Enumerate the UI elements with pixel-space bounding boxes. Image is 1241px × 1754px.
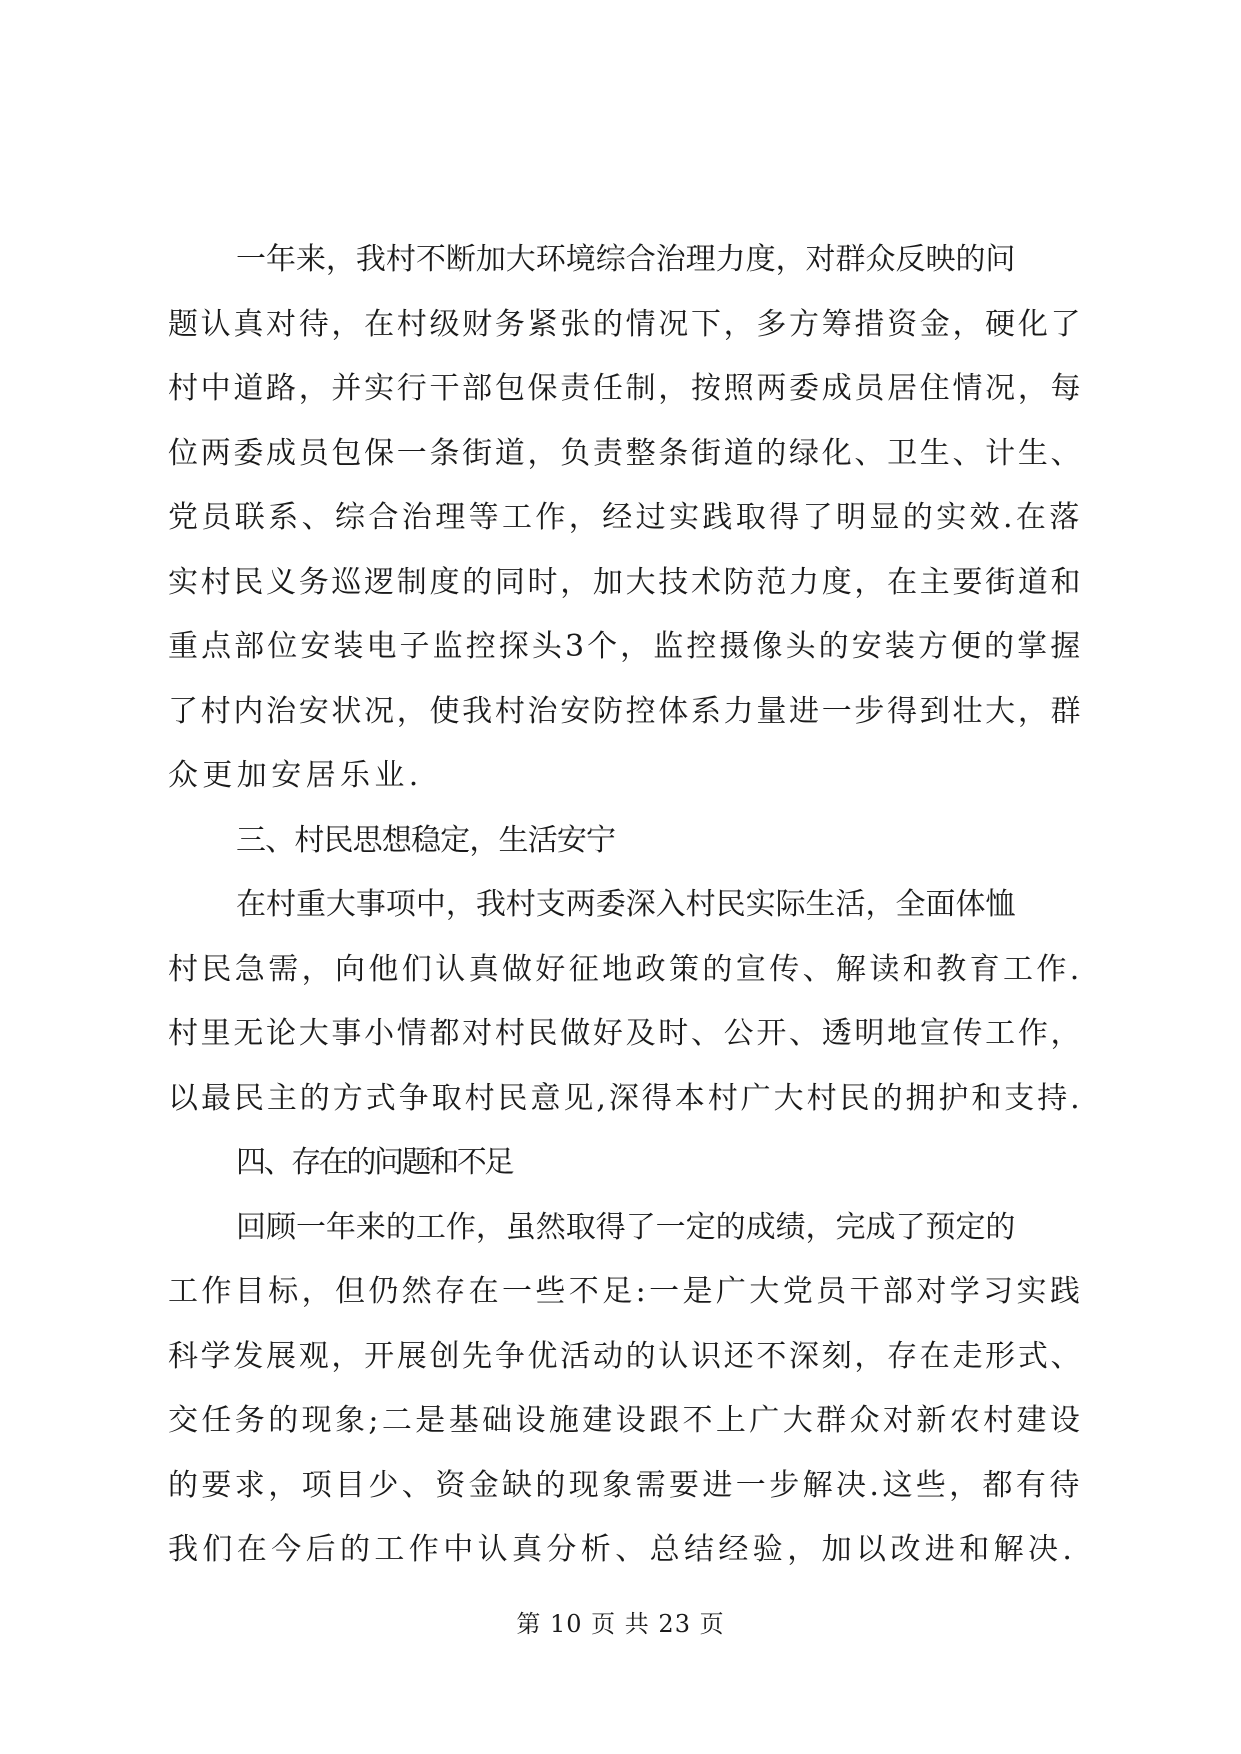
text-line: 四、存在的问题和不足 [236,1145,512,1180]
document-body [168,228,1083,1583]
text-line: 以最民主的方式争取村民意见,深得本村广大村民的拥护和支持. [168,1080,1083,1116]
text-line: 村民急需，向他们认真做好征地政策的宣传、解读和教育工作. [168,951,1083,987]
text-line: 科学发展观，开展创先争优活动的认识还不深刻，存在走形式、 [168,1338,1084,1374]
text-line: 交任务的现象;二是基础设施建设跟不上广大群众对新农村建设 [168,1403,1084,1438]
text-line: 位两委成员包保一条街道，负责整条街道的绿化、卫生、计生、 [168,435,1084,471]
text-line: 村里无论大事小情都对村民做好及时、公开、透明地宣传工作， [168,1016,1084,1051]
text-line: 三、村民思想稳定，生活安宁 [236,822,616,858]
text-line: 一年来，我村不断加大环境综合治理力度，对群众反映的问 [236,242,1016,277]
paragraph [168,1196,1083,1583]
text-line: 实村民义务巡逻制度的同时，加大技术防范力度，在主要街道和 [168,564,1084,600]
text-line: 了村内治安状况，使我村治安防控体系力量进一步得到壮大，群 [168,693,1084,729]
paragraph [168,873,1083,1131]
text-line: 工作目标，但仍然存在一些不足:一是广大党员干部对学习实践 [168,1274,1084,1309]
text-line: 回顾一年来的工作，虽然取得了一定的成绩，完成了预定的 [236,1209,1016,1245]
text-line: 村中道路，并实行干部包保责任制，按照两委成员居住情况，每 [168,371,1084,406]
text-line: 众更加安居乐业. [168,758,423,793]
text-line: 的要求，项目少、资金缺的现象需要进一步解决.这些，都有待 [168,1467,1083,1503]
paragraph [168,1131,1083,1196]
text-line: 重点部位安装电子监控探头3个，监控摄像头的安装方便的掌握 [168,629,1084,664]
text-line: 党员联系、综合治理等工作，经过实践取得了明显的实效.在落 [168,500,1083,535]
paragraph [168,809,1083,874]
text-line: 题认真对待，在村级财务紧张的情况下，多方筹措资金，硬化了 [168,306,1084,342]
text-line: 我们在今后的工作中认真分析、总结经验，加以改进和解决. [168,1532,1077,1567]
paragraph [168,228,1083,809]
text-line: 在村重大事项中，我村支两委深入村民实际生活，全面体恤 [236,887,1016,922]
page-footer: 第 10 页 共 23 页 [516,1610,725,1638]
